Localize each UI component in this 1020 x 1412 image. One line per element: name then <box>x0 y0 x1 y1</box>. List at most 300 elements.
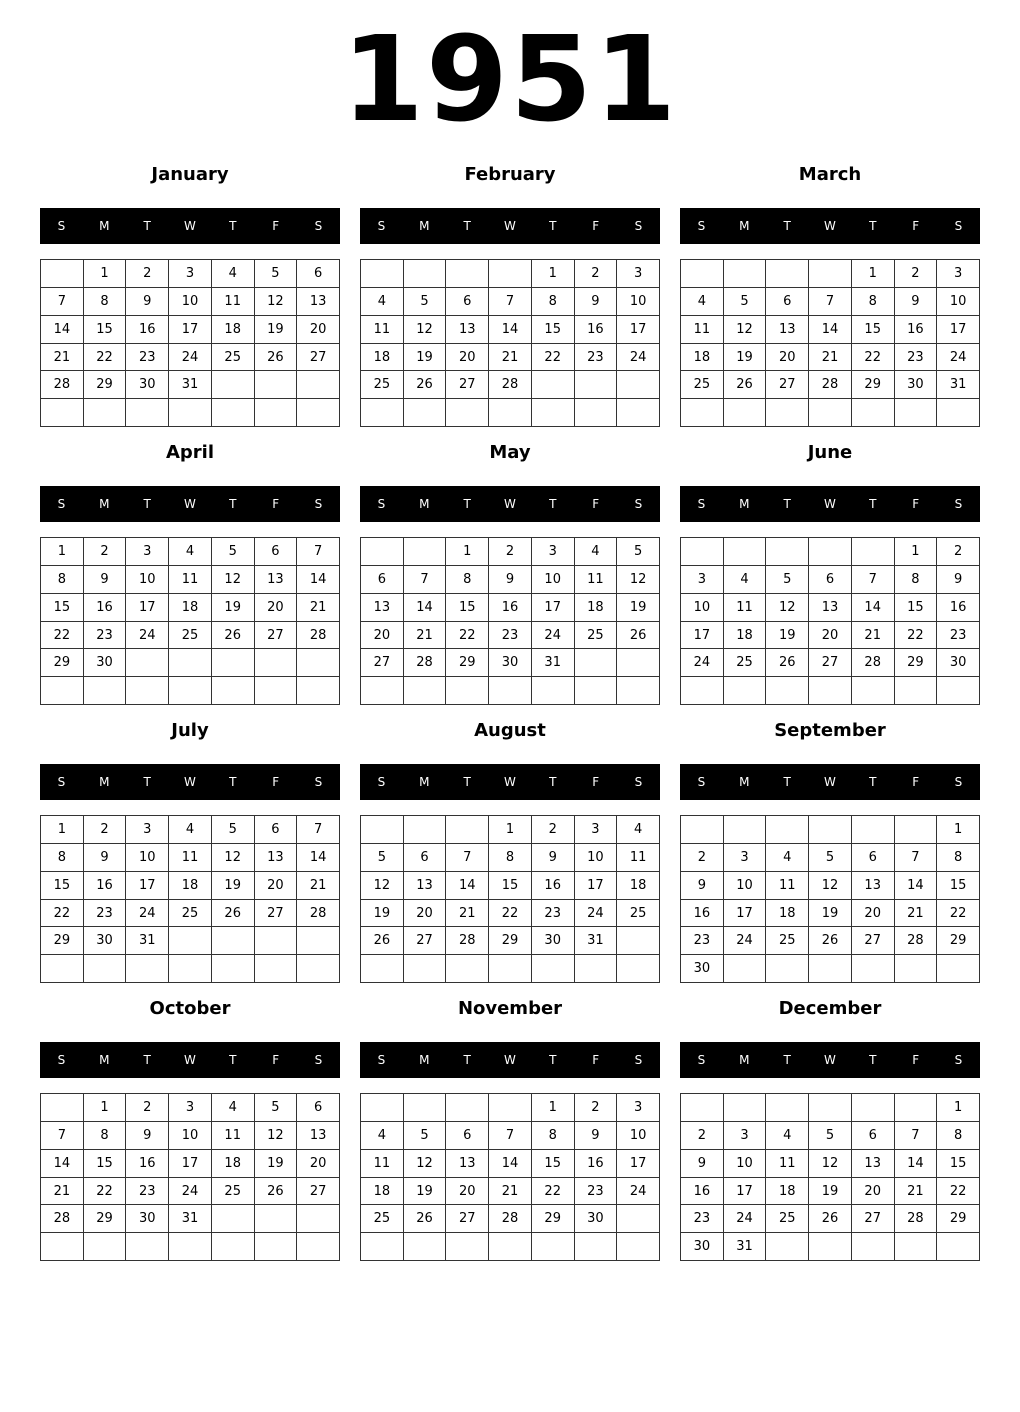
day-cell <box>361 955 404 983</box>
day-cell: 22 <box>84 344 127 372</box>
day-cell: 22 <box>937 900 980 928</box>
weekday-label: S <box>954 775 963 789</box>
weekday-label: W <box>504 219 516 233</box>
weekday-label: T <box>869 775 877 789</box>
day-cell: 21 <box>41 1178 84 1206</box>
day-cell: 15 <box>852 316 895 344</box>
day-cell <box>895 816 938 844</box>
day-cell: 27 <box>852 927 895 955</box>
day-cell: 27 <box>446 1205 489 1233</box>
weekday-label: M <box>739 219 750 233</box>
day-cell: 31 <box>126 927 169 955</box>
weekday-label: W <box>184 1053 196 1067</box>
day-cell: 29 <box>84 1205 127 1233</box>
day-cell: 28 <box>41 1205 84 1233</box>
day-cell: 12 <box>766 594 809 622</box>
weekday-label: T <box>783 219 791 233</box>
day-cell: 12 <box>361 872 404 900</box>
days-grid <box>40 815 340 983</box>
day-cell: 16 <box>575 1150 618 1178</box>
day-cell: 2 <box>681 1122 724 1150</box>
day-cell <box>809 260 852 288</box>
day-cell <box>937 399 980 427</box>
days-grid <box>360 1093 660 1261</box>
day-cell <box>681 538 724 566</box>
day-cell: 9 <box>84 566 127 594</box>
day-cell: 29 <box>895 649 938 677</box>
weekday-label: T <box>549 497 557 511</box>
day-cell: 15 <box>84 1150 127 1178</box>
day-cell: 21 <box>404 622 447 650</box>
day-cell <box>766 1094 809 1122</box>
day-cell <box>575 955 618 983</box>
day-cell: 22 <box>41 622 84 650</box>
day-cell: 1 <box>937 1094 980 1122</box>
day-cell: 1 <box>532 260 575 288</box>
day-cell: 3 <box>126 816 169 844</box>
day-cell: 19 <box>404 1178 447 1206</box>
weekday-label: S <box>377 1053 386 1067</box>
day-cell: 26 <box>617 622 660 650</box>
weekday-label: W <box>184 219 196 233</box>
day-cell <box>41 677 84 705</box>
day-cell: 9 <box>937 566 980 594</box>
day-cell: 20 <box>852 1178 895 1206</box>
weekday-label: M <box>419 219 430 233</box>
month-october <box>40 992 340 1262</box>
day-cell: 18 <box>212 1150 255 1178</box>
day-cell: 10 <box>169 288 212 316</box>
weekday-label: F <box>272 775 280 789</box>
day-cell: 25 <box>361 1205 404 1233</box>
days-grid <box>40 537 340 705</box>
day-cell: 3 <box>724 1122 767 1150</box>
month-title: August <box>474 720 546 741</box>
day-cell: 23 <box>489 622 532 650</box>
day-cell: 30 <box>126 371 169 399</box>
day-cell: 28 <box>446 927 489 955</box>
day-cell: 22 <box>532 344 575 372</box>
day-cell: 6 <box>766 288 809 316</box>
day-cell: 27 <box>255 900 298 928</box>
days-grid <box>360 259 660 427</box>
day-cell <box>532 371 575 399</box>
day-cell <box>809 955 852 983</box>
day-cell: 10 <box>617 288 660 316</box>
day-cell <box>41 1233 84 1261</box>
day-cell: 7 <box>489 288 532 316</box>
day-cell: 11 <box>212 288 255 316</box>
day-cell: 24 <box>724 927 767 955</box>
day-cell <box>766 816 809 844</box>
day-cell: 22 <box>895 622 938 650</box>
day-cell: 2 <box>489 538 532 566</box>
day-cell: 3 <box>937 260 980 288</box>
day-cell: 27 <box>255 622 298 650</box>
day-cell: 1 <box>937 816 980 844</box>
day-cell: 11 <box>361 316 404 344</box>
day-cell <box>361 538 404 566</box>
day-cell <box>532 677 575 705</box>
day-cell: 23 <box>681 1205 724 1233</box>
month-title: December <box>778 998 882 1019</box>
day-cell: 7 <box>809 288 852 316</box>
day-cell: 26 <box>361 927 404 955</box>
weekday-label: S <box>634 775 643 789</box>
day-cell: 10 <box>617 1122 660 1150</box>
day-cell: 26 <box>255 1178 298 1206</box>
weekday-label: W <box>824 219 836 233</box>
day-cell: 3 <box>681 566 724 594</box>
day-cell: 10 <box>937 288 980 316</box>
day-cell <box>766 260 809 288</box>
day-cell <box>489 260 532 288</box>
day-cell: 20 <box>361 622 404 650</box>
day-cell <box>446 260 489 288</box>
day-cell: 16 <box>681 900 724 928</box>
days-grid <box>680 1093 980 1261</box>
weekday-label: M <box>99 775 110 789</box>
day-cell <box>724 538 767 566</box>
day-cell: 8 <box>937 844 980 872</box>
day-cell: 24 <box>126 900 169 928</box>
day-cell: 15 <box>532 316 575 344</box>
day-cell: 5 <box>212 538 255 566</box>
weekday-label: T <box>229 497 237 511</box>
day-cell: 6 <box>852 844 895 872</box>
weekday-label: S <box>377 219 386 233</box>
weekday-label: F <box>592 775 600 789</box>
day-cell: 24 <box>169 1178 212 1206</box>
day-cell: 4 <box>361 1122 404 1150</box>
day-cell: 27 <box>852 1205 895 1233</box>
day-cell: 11 <box>575 566 618 594</box>
day-cell: 9 <box>489 566 532 594</box>
day-cell: 29 <box>532 1205 575 1233</box>
day-cell: 19 <box>255 1150 298 1178</box>
day-cell: 28 <box>895 927 938 955</box>
month-title: May <box>489 442 531 463</box>
weekday-label: M <box>419 1053 430 1067</box>
day-cell <box>446 1094 489 1122</box>
day-cell <box>212 399 255 427</box>
day-cell <box>404 1094 447 1122</box>
weekday-header <box>680 764 980 800</box>
weekday-label: F <box>272 497 280 511</box>
day-cell: 4 <box>169 816 212 844</box>
weekday-label: F <box>272 1053 280 1067</box>
weekday-label: S <box>697 219 706 233</box>
day-cell: 23 <box>532 900 575 928</box>
day-cell <box>724 260 767 288</box>
month-title: October <box>149 998 231 1019</box>
day-cell: 22 <box>489 900 532 928</box>
day-cell <box>169 927 212 955</box>
day-cell <box>724 816 767 844</box>
weekday-label: W <box>504 775 516 789</box>
day-cell: 24 <box>617 1178 660 1206</box>
day-cell: 2 <box>84 538 127 566</box>
day-cell: 7 <box>852 566 895 594</box>
weekday-label: T <box>869 497 877 511</box>
weekday-label: S <box>954 1053 963 1067</box>
weekday-label: T <box>143 1053 151 1067</box>
day-cell: 22 <box>446 622 489 650</box>
day-cell: 31 <box>169 1205 212 1233</box>
day-cell: 6 <box>255 538 298 566</box>
day-cell <box>212 1205 255 1233</box>
day-cell: 2 <box>681 844 724 872</box>
day-cell: 15 <box>937 872 980 900</box>
day-cell <box>532 399 575 427</box>
day-cell: 1 <box>852 260 895 288</box>
day-cell <box>617 955 660 983</box>
day-cell <box>255 371 298 399</box>
day-cell: 15 <box>84 316 127 344</box>
day-cell: 23 <box>84 622 127 650</box>
day-cell: 1 <box>489 816 532 844</box>
day-cell: 15 <box>446 594 489 622</box>
day-cell: 12 <box>809 872 852 900</box>
day-cell <box>212 649 255 677</box>
day-cell: 21 <box>809 344 852 372</box>
day-cell: 30 <box>126 1205 169 1233</box>
day-cell: 11 <box>212 1122 255 1150</box>
month-august <box>360 714 660 984</box>
day-cell: 21 <box>446 900 489 928</box>
weekday-label: W <box>824 1053 836 1067</box>
day-cell: 29 <box>84 371 127 399</box>
day-cell <box>446 399 489 427</box>
day-cell: 11 <box>681 316 724 344</box>
day-cell: 23 <box>681 927 724 955</box>
day-cell: 8 <box>937 1122 980 1150</box>
day-cell: 25 <box>617 900 660 928</box>
day-cell: 14 <box>297 844 340 872</box>
day-cell <box>297 649 340 677</box>
day-cell <box>212 1233 255 1261</box>
day-cell <box>212 677 255 705</box>
weekday-label: S <box>634 497 643 511</box>
weekday-label: T <box>463 775 471 789</box>
weekday-label: W <box>504 497 516 511</box>
day-cell <box>766 955 809 983</box>
month-may <box>360 436 660 706</box>
day-cell: 17 <box>937 316 980 344</box>
day-cell <box>84 677 127 705</box>
day-cell: 1 <box>446 538 489 566</box>
day-cell: 26 <box>404 1205 447 1233</box>
day-cell <box>575 1233 618 1261</box>
day-cell: 12 <box>212 844 255 872</box>
day-cell: 3 <box>126 538 169 566</box>
day-cell: 19 <box>766 622 809 650</box>
day-cell <box>617 371 660 399</box>
day-cell <box>361 816 404 844</box>
weekday-label: T <box>143 219 151 233</box>
month-title: November <box>457 998 563 1019</box>
day-cell: 11 <box>766 1150 809 1178</box>
day-cell: 14 <box>489 316 532 344</box>
day-cell: 5 <box>809 844 852 872</box>
day-cell: 1 <box>41 816 84 844</box>
day-cell: 26 <box>809 1205 852 1233</box>
day-cell: 26 <box>809 927 852 955</box>
day-cell: 8 <box>532 288 575 316</box>
day-cell <box>852 677 895 705</box>
day-cell: 15 <box>895 594 938 622</box>
day-cell <box>404 538 447 566</box>
weekday-label: T <box>549 775 557 789</box>
day-cell: 24 <box>617 344 660 372</box>
day-cell <box>169 649 212 677</box>
day-cell: 12 <box>212 566 255 594</box>
weekday-label: T <box>549 219 557 233</box>
day-cell: 11 <box>169 566 212 594</box>
weekday-label: F <box>912 219 920 233</box>
day-cell: 1 <box>84 1094 127 1122</box>
day-cell <box>724 399 767 427</box>
day-cell <box>489 1094 532 1122</box>
day-cell <box>404 1233 447 1261</box>
day-cell: 20 <box>852 900 895 928</box>
day-cell: 16 <box>532 872 575 900</box>
day-cell: 18 <box>361 344 404 372</box>
day-cell <box>852 1094 895 1122</box>
day-cell: 11 <box>617 844 660 872</box>
weekday-label: T <box>869 219 877 233</box>
day-cell: 14 <box>446 872 489 900</box>
day-cell: 12 <box>255 1122 298 1150</box>
day-cell: 13 <box>852 872 895 900</box>
day-cell: 5 <box>724 288 767 316</box>
day-cell: 19 <box>212 872 255 900</box>
day-cell <box>297 677 340 705</box>
year-title: 1951 <box>341 10 679 148</box>
month-title: January <box>151 164 229 185</box>
day-cell: 20 <box>255 872 298 900</box>
day-cell: 17 <box>169 316 212 344</box>
day-cell: 23 <box>126 344 169 372</box>
weekday-label: S <box>634 219 643 233</box>
day-cell <box>852 538 895 566</box>
day-cell <box>766 1233 809 1261</box>
day-cell: 15 <box>489 872 532 900</box>
day-cell: 7 <box>489 1122 532 1150</box>
day-cell: 4 <box>766 844 809 872</box>
day-cell: 20 <box>766 344 809 372</box>
day-cell: 24 <box>126 622 169 650</box>
day-cell: 7 <box>297 816 340 844</box>
day-cell: 9 <box>126 288 169 316</box>
day-cell: 18 <box>766 1178 809 1206</box>
day-cell <box>681 816 724 844</box>
day-cell: 4 <box>361 288 404 316</box>
month-title: June <box>807 442 853 463</box>
day-cell: 7 <box>297 538 340 566</box>
month-january <box>40 158 340 428</box>
day-cell: 13 <box>766 316 809 344</box>
day-cell: 15 <box>41 594 84 622</box>
month-title: April <box>165 442 215 463</box>
day-cell: 16 <box>126 1150 169 1178</box>
day-cell: 14 <box>404 594 447 622</box>
day-cell <box>852 1233 895 1261</box>
day-cell: 25 <box>766 927 809 955</box>
weekday-header <box>40 486 340 522</box>
weekday-label: T <box>463 1053 471 1067</box>
day-cell: 26 <box>255 344 298 372</box>
day-cell: 14 <box>489 1150 532 1178</box>
weekday-header <box>360 1042 660 1078</box>
day-cell: 26 <box>212 900 255 928</box>
day-cell: 17 <box>617 1150 660 1178</box>
day-cell: 17 <box>617 316 660 344</box>
day-cell: 3 <box>575 816 618 844</box>
day-cell <box>617 927 660 955</box>
day-cell: 16 <box>84 872 127 900</box>
day-cell <box>169 955 212 983</box>
day-cell: 30 <box>489 649 532 677</box>
day-cell: 16 <box>937 594 980 622</box>
day-cell: 16 <box>126 316 169 344</box>
day-cell: 8 <box>532 1122 575 1150</box>
day-cell <box>446 955 489 983</box>
day-cell: 26 <box>724 371 767 399</box>
weekday-header <box>360 764 660 800</box>
day-cell: 9 <box>532 844 575 872</box>
weekday-label: T <box>229 219 237 233</box>
day-cell: 29 <box>41 649 84 677</box>
days-grid <box>40 1093 340 1261</box>
weekday-label: F <box>912 497 920 511</box>
month-title: March <box>798 164 862 185</box>
day-cell: 5 <box>212 816 255 844</box>
weekday-label: S <box>697 1053 706 1067</box>
day-cell <box>169 1233 212 1261</box>
weekday-label: M <box>419 775 430 789</box>
day-cell: 23 <box>575 1178 618 1206</box>
day-cell: 2 <box>126 260 169 288</box>
weekday-header <box>680 486 980 522</box>
day-cell <box>212 955 255 983</box>
day-cell: 23 <box>895 344 938 372</box>
day-cell: 2 <box>895 260 938 288</box>
day-cell: 31 <box>724 1233 767 1261</box>
day-cell: 3 <box>724 844 767 872</box>
weekday-label: W <box>824 775 836 789</box>
month-july <box>40 714 340 984</box>
day-cell: 14 <box>41 1150 84 1178</box>
day-cell: 20 <box>255 594 298 622</box>
day-cell: 15 <box>937 1150 980 1178</box>
weekday-label: S <box>314 219 323 233</box>
day-cell: 8 <box>84 288 127 316</box>
day-cell: 14 <box>852 594 895 622</box>
day-cell <box>126 677 169 705</box>
day-cell: 13 <box>446 1150 489 1178</box>
day-cell: 5 <box>404 1122 447 1150</box>
day-cell: 12 <box>809 1150 852 1178</box>
day-cell: 2 <box>532 816 575 844</box>
day-cell: 16 <box>489 594 532 622</box>
day-cell: 9 <box>681 872 724 900</box>
day-cell: 22 <box>84 1178 127 1206</box>
day-cell: 3 <box>532 538 575 566</box>
day-cell <box>937 677 980 705</box>
weekday-label: W <box>184 775 196 789</box>
day-cell: 19 <box>361 900 404 928</box>
